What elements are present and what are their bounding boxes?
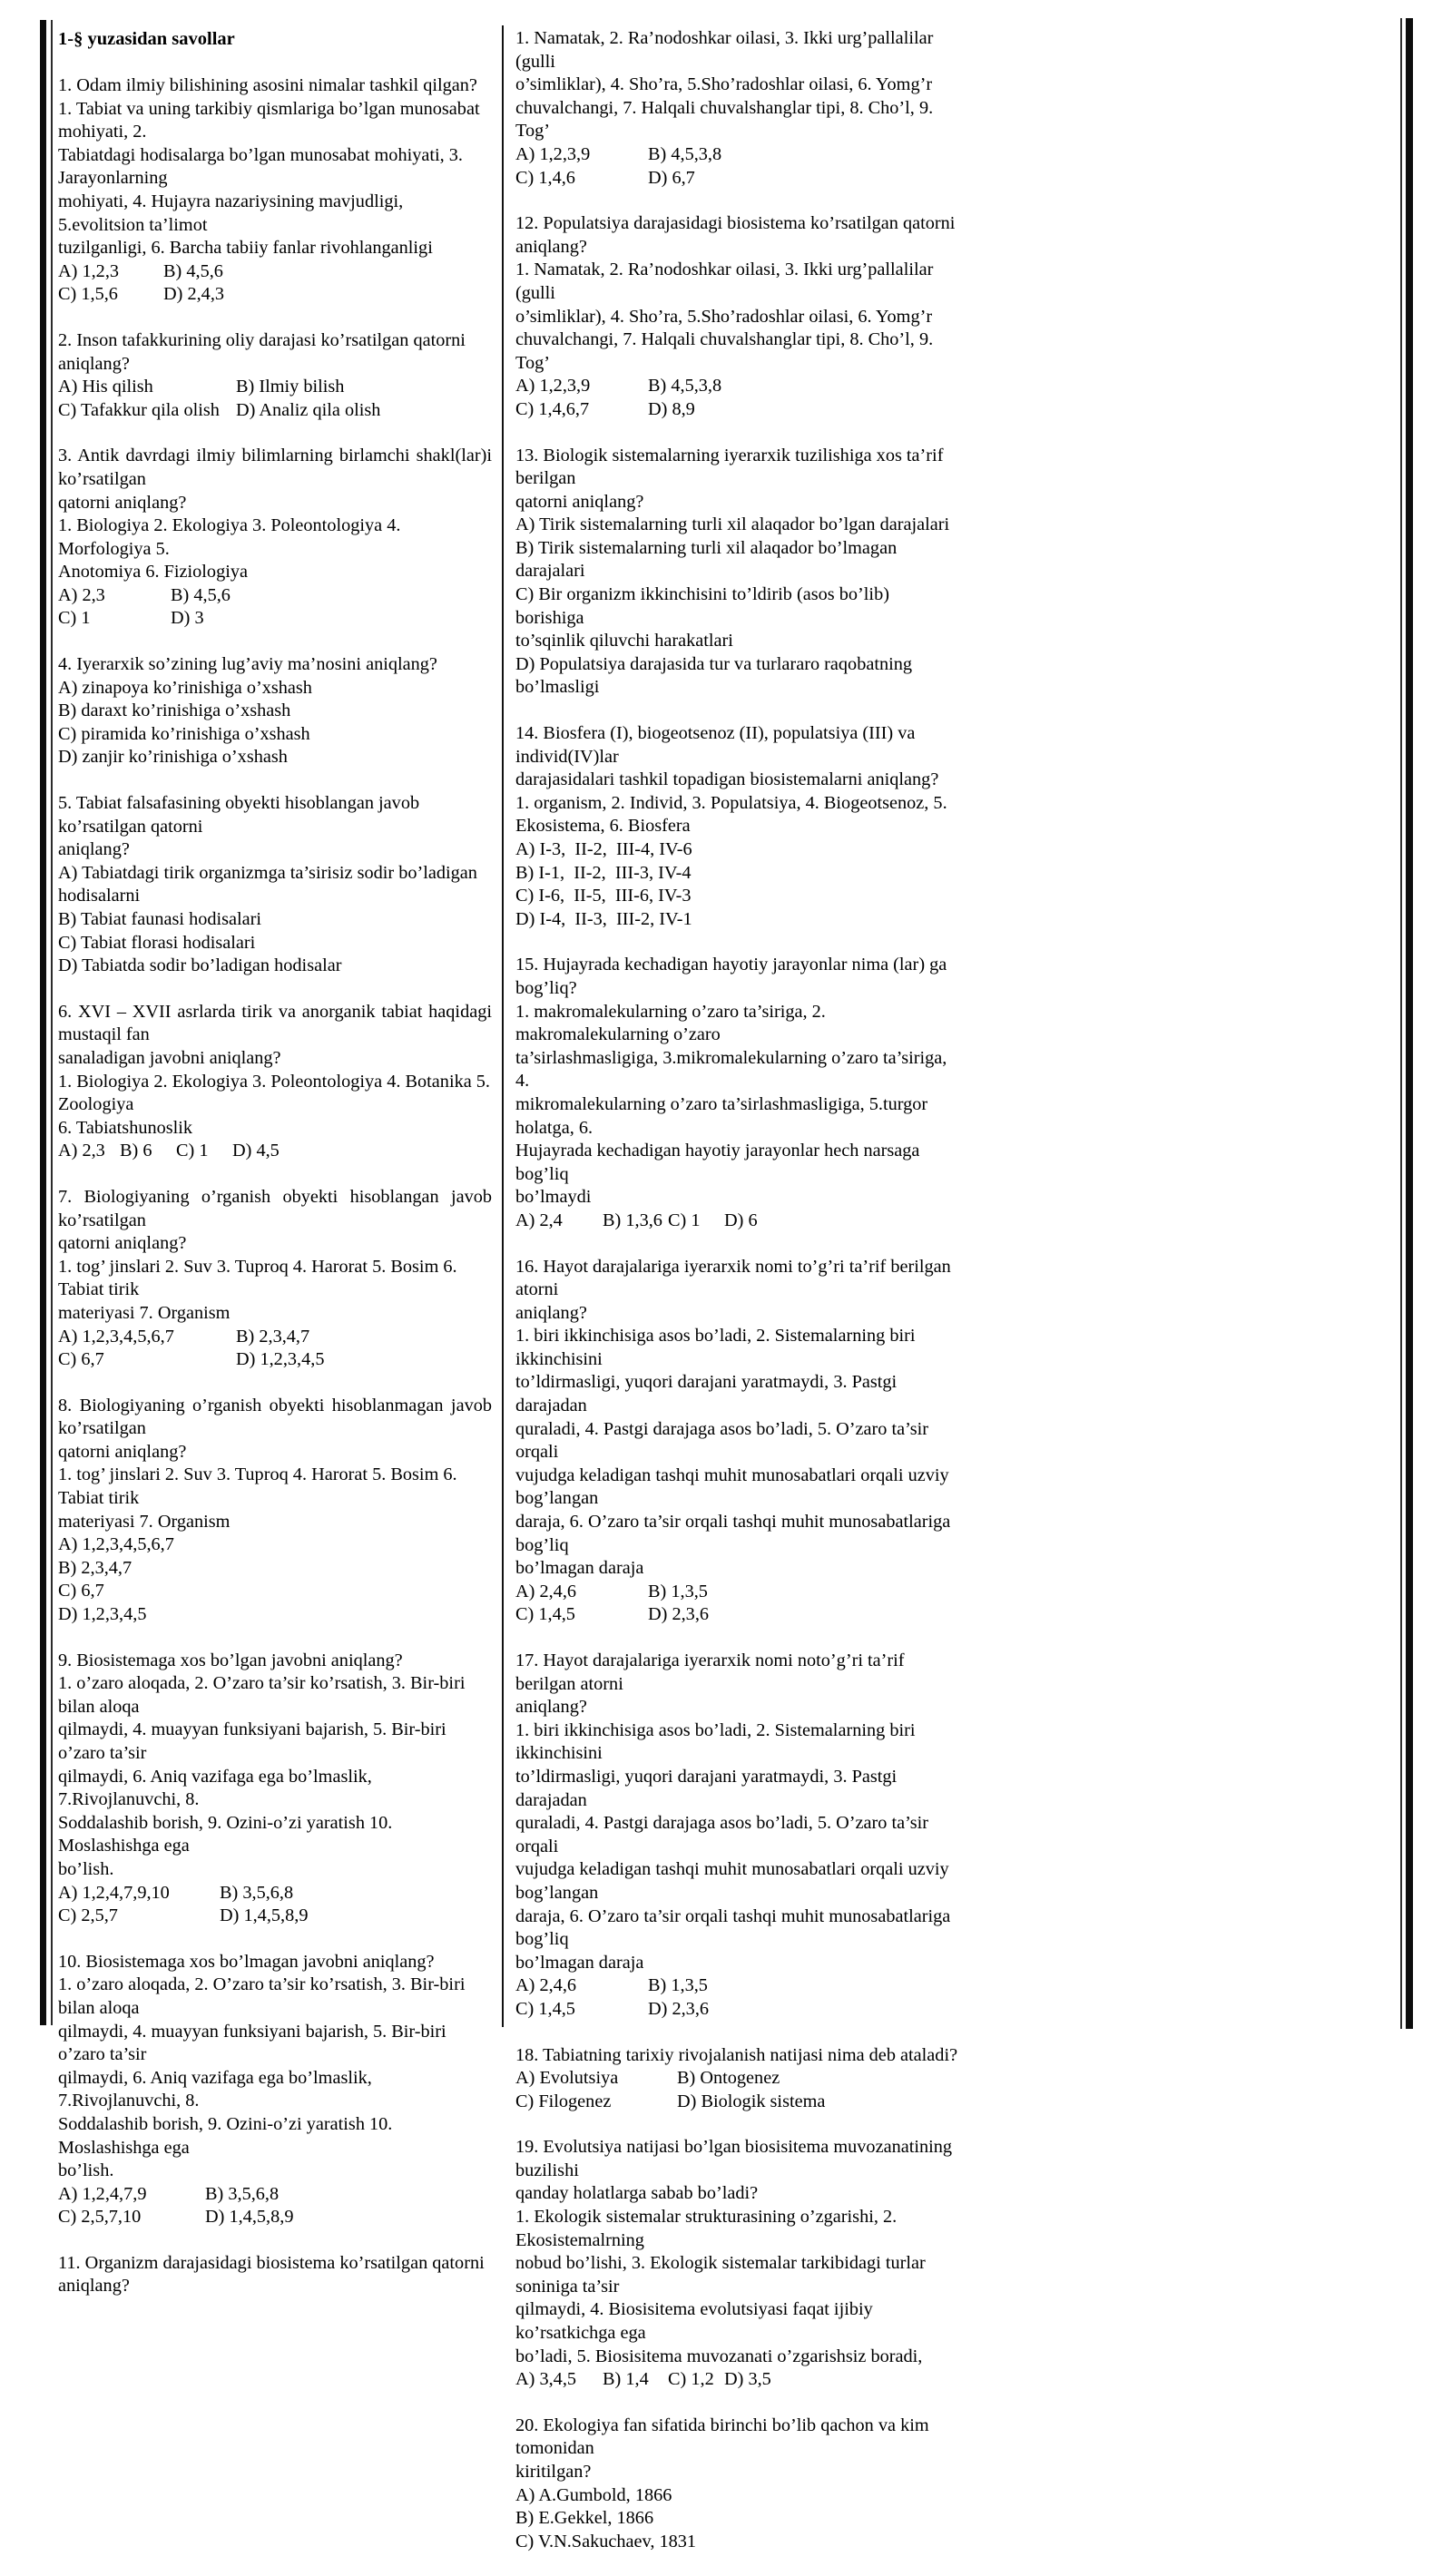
- question-item-line: qilmaydi, 4. Biosisitema evolutsiyasi faqat ijibiy ko’rsatkichga ega: [515, 2299, 873, 2344]
- question-item-line: qilmaydi, 6. Aniq vazifaga ega bo’lmaslik, 7.Rivojlanuvchi, 8.: [58, 2067, 372, 2111]
- question-item-line: chuvalchangi, 7. Halqali chuvalshanglar tipi, 8. Cho’l, 9. Tog’: [515, 329, 934, 373]
- answer-option[interactable]: D) 2,4,3: [163, 284, 225, 305]
- option-row: [58, 1905, 492, 1928]
- question-item-line: tuzilganligi, 6. Barcha tabiiy fanlar rivohlanganligi: [58, 238, 433, 259]
- answer-option[interactable]: B) 3,5,6,8: [205, 2183, 280, 2204]
- answer-option[interactable]: B) 4,5,3,8: [648, 143, 722, 164]
- answer-option[interactable]: D) 2,3,6: [648, 1604, 710, 1625]
- question-stem-line: qatorni aniqlang?: [58, 1233, 187, 1254]
- question-block: [58, 1186, 492, 1372]
- answer-option[interactable]: B) 4,5,6: [163, 260, 223, 281]
- question-stem-line: aniqlang?: [515, 1302, 587, 1323]
- question-stem-line: sanaladigan javobni aniqlang?: [58, 1047, 281, 1068]
- answer-option[interactable]: B) E.Gekkel, 1866: [515, 2508, 654, 2529]
- question-item-line: 1. o’zaro aloqada, 2. O’zaro ta’sir ko’rsatish, 3. Bir-biri bilan aloqa: [58, 1974, 466, 2018]
- answer-option[interactable]: D) 3: [171, 608, 204, 629]
- question-item-line: bo’ladi, 5. Biosisitema muvozanati o’zgarishsiz boradi,: [515, 2346, 923, 2366]
- answer-option[interactable]: A) 2,4: [515, 1210, 563, 1230]
- question-item-line: qilmaydi, 6. Aniq vazifaga ega bo’lmaslik, 7.Rivojlanuvchi, 8.: [58, 1766, 372, 1810]
- question-item-line: 6. Tabiatshunoslik: [58, 1117, 193, 1138]
- answer-option[interactable]: C) 1: [668, 1210, 701, 1230]
- answer-option[interactable]: B) Ontogenez: [677, 2068, 780, 2089]
- answer-option[interactable]: C) Bir organizm ikkinchisini to’ldirib (asos bo’lib) borishiga: [515, 584, 889, 628]
- answer-option[interactable]: A) 2,3: [58, 1141, 105, 1161]
- question-item-line: 1. organism, 2. Individ, 3. Populatsiya, 4. Biogeotsenoz, 5.: [515, 792, 947, 813]
- answer-option-match[interactable]: A) I-3, II-2, III-4, IV-6: [515, 839, 692, 859]
- answer-option-match[interactable]: D) I-4, II-3, III-2, IV-1: [515, 908, 692, 929]
- answer-option[interactable]: A) 1,2,3,4,5,6,7: [58, 1326, 174, 1347]
- answer-option[interactable]: B) 1,4: [603, 2369, 649, 2390]
- answer-option[interactable]: D) 3,5: [724, 2369, 771, 2390]
- question-stem-line: 18. Tabiatning tarixiy rivojalanish natijasi nima deb ataladi?: [515, 2044, 958, 2065]
- answer-option[interactable]: B) daraxt ko’rinishiga o’xshash: [58, 700, 291, 721]
- question-item-line: qilmaydi, 4. muayyan funksiyani bajarish, 5. Bir-biri o’zaro ta’sir: [58, 2021, 446, 2065]
- answer-option[interactable]: D) 2,3,6: [648, 1998, 710, 2019]
- option-row: [515, 1210, 960, 1233]
- answer-option[interactable]: C) 1: [58, 608, 91, 629]
- question-stem-line: 3. Antik davrdagi ilmiy bilimlarning birlamchi shakl(lar)i ko’rsatilgan: [58, 446, 492, 489]
- question-item-line: vujudga keladigan tashqi muhit munosabatlari orqali uzviy bog’langan: [515, 1859, 949, 1903]
- question-item-line: qilmaydi, 4. muayyan funksiyani bajarish, 5. Bir-biri o’zaro ta’sir: [58, 1719, 446, 1763]
- answer-option[interactable]: A) Tirik sistemalarning turli xil alaqador bo’lgan darajalari: [515, 514, 950, 535]
- question-stem-line: 9. Biosistemaga xos bo’lgan javobni aniqlang?: [58, 1650, 403, 1670]
- answer-option[interactable]: C) 1,4,6,7: [515, 398, 590, 419]
- question-stem-line: 11. Organizm darajasidagi biosistema ko’rsatilgan qatorni aniqlang?: [58, 2252, 485, 2297]
- answer-option[interactable]: A) Tabiatdagi tirik organizmga ta’sirisiz sodir bo’ladigan hodisalarni: [58, 862, 477, 906]
- right-binding-bar: [1406, 18, 1413, 2029]
- option-row: [58, 2206, 492, 2229]
- question-block: [58, 792, 492, 978]
- answer-option-match[interactable]: B) I-1, II-2, III-3, IV-4: [515, 862, 692, 883]
- answer-option[interactable]: A) zinapoya ko’rinishiga o’xshash: [58, 677, 312, 698]
- question-item-line: 1. Biologiya 2. Ekologiya 3. Poleontologiya 4. Morfologiya 5.: [58, 515, 401, 559]
- option-row: [515, 1603, 960, 1627]
- question-block: [515, 1650, 960, 2022]
- question-item-line: quraladi, 4. Pastgi darajaga asos bo’ladi, 5. O’zaro ta’sir orqali: [515, 1813, 929, 1856]
- question-stem-line: 15. Hujayrada kechadigan hayotiy jarayonlar nima (lar) ga bog’liq?: [515, 955, 947, 998]
- question-item-line: 1. Namatak, 2. Ra’nodoshkar oilasi, 3. Ikki urg’pallalilar (gulli: [515, 260, 934, 303]
- option-row: [58, 607, 492, 631]
- answer-option[interactable]: A) His qilish: [58, 377, 153, 397]
- answer-option[interactable]: D) 4,5: [232, 1141, 280, 1161]
- answer-option[interactable]: A) 2,4,6: [515, 1975, 577, 1996]
- question-stem-line: 6. XVI – XVII asrlarda tirik va anorganik tabiat haqidagi mustaqil fan: [58, 1001, 492, 1045]
- answer-option[interactable]: B) 4,5,6: [171, 584, 231, 605]
- option-row: [515, 2091, 960, 2114]
- option-row: [515, 398, 960, 422]
- answer-option[interactable]: C) Tafakkur qila olish: [58, 399, 220, 420]
- question-item-line: bo’lmagan daraja: [515, 1558, 644, 1579]
- right-text-column: [515, 27, 960, 2576]
- answer-option[interactable]: C) 1,4,5: [515, 1998, 575, 2019]
- question-stem-line: 1. Odam ilmiy bilishining asosini nimalar tashkil qilgan?: [58, 75, 477, 95]
- answer-option[interactable]: A) 1,2,3: [58, 260, 120, 281]
- question-stem-line: 2. Inson tafakkurining oliy darajasi ko’rsatilgan qatorni aniqlang?: [58, 329, 466, 374]
- question-stem-line: 17. Hayot darajalariga iyerarxik nomi noto’g’ri ta’rif berilgan atorni: [515, 1650, 905, 1694]
- question-item-line: Soddalashib borish, 9. Ozini-o’zi yaratish 10. Moslashishga ega: [58, 2113, 393, 2158]
- question-item-line: bo’lmaydi: [515, 1187, 592, 1208]
- answer-option[interactable]: D) 1,4,5,8,9: [220, 1905, 309, 1926]
- option-row: [515, 1974, 960, 1998]
- question-block: [515, 2044, 960, 2114]
- page-title: 1-§ yuzasidan savollar: [58, 29, 235, 49]
- answer-option[interactable]: B) 4,5,3,8: [648, 376, 722, 397]
- question-item-line: materiyasi 7. Organism: [58, 1511, 231, 1532]
- option-row: [515, 375, 960, 398]
- question-item-line: materiyasi 7. Organism: [58, 1302, 231, 1323]
- question-item-line: quraladi, 4. Pastgi darajaga asos bo’ladi, 5. O’zaro ta’sir orqali: [515, 1418, 929, 1463]
- question-item-line: chuvalchangi, 7. Halqali chuvalshanglar tipi, 8. Cho’l, 9. Tog’: [515, 97, 934, 142]
- question-item-line: bo’lmagan daraja: [515, 1952, 644, 1973]
- question-stem-line: 19. Evolutsiya natijasi bo’lgan biosisitema muvozanatining buzilishi: [515, 2137, 953, 2180]
- question-block: [515, 212, 960, 421]
- question-stem-line: 4. Iyerarxik so’zining lug’aviy ma’nosini aniqlang?: [58, 654, 437, 675]
- answer-option[interactable]: B) Tabiat faunasi hodisalari: [58, 909, 262, 929]
- answer-option[interactable]: C) 2,5,7: [58, 1905, 118, 1926]
- option-row: [58, 1348, 492, 1372]
- question-block: [515, 1256, 960, 1628]
- answer-option[interactable]: C) piramida ko’rinishiga o’xshash: [58, 723, 310, 744]
- question-item-line: ta’sirlashmasligiga, 3.mikromalekularning o’zaro ta’siriga, 4.: [515, 1047, 947, 1092]
- question-block: [58, 653, 492, 769]
- question-stem-line: 20. Ekologiya fan sifatida birinchi bo’lib qachon va kim tomonidan: [515, 2414, 929, 2459]
- answer-option[interactable]: D) Biologik sistema: [677, 2091, 826, 2111]
- question-block: [515, 954, 960, 1232]
- question-item-line: 1. o’zaro aloqada, 2. O’zaro ta’sir ko’rsatish, 3. Bir-biri bilan aloqa: [58, 1673, 466, 1717]
- answer-option-match[interactable]: C) I-6, II-5, III-6, IV-3: [515, 886, 692, 906]
- answer-option[interactable]: A) 2,3: [58, 584, 105, 605]
- question-item-line: to’ldirmasligi, yuqori darajani yaratmaydi, 3. Pastgi darajadan: [515, 1766, 898, 1810]
- question-block: [515, 722, 960, 931]
- question-stem-line: kiritilgan?: [515, 2462, 592, 2482]
- question-block: [58, 74, 492, 307]
- answer-option[interactable]: D) 1,4,5,8,9: [205, 2207, 294, 2228]
- option-row: [515, 2368, 960, 2392]
- option-row: [515, 1581, 960, 1604]
- answer-option[interactable]: A) 2,4,6: [515, 1581, 577, 1601]
- answer-option[interactable]: B) Tirik sistemalarning turli xil alaqador bo’lmagan darajalari: [515, 537, 898, 582]
- right-binding-edge: [1400, 18, 1402, 2029]
- question-item-line: Soddalashib borish, 9. Ozini-o’zi yaratish 10. Moslashishga ega: [58, 1812, 393, 1856]
- answer-option[interactable]: C) 2,5,7,10: [58, 2207, 142, 2228]
- question-item-line: 1. Ekologik sistemalar strukturasining o’zgarishi, 2. Ekosistemalrning: [515, 2207, 898, 2250]
- question-item-line: 1. biri ikkinchisiga asos bo’ladi, 2. Sistemalarning biri ikkinchisini: [515, 1719, 916, 1764]
- question-item-line: 1. makromalekularning o’zaro ta’siriga, 2. makromalekularning o’zaro: [515, 1001, 826, 1045]
- left-text-column: [58, 27, 492, 2321]
- answer-option[interactable]: B) 1,3,5: [648, 1581, 708, 1601]
- right-question-list: [515, 27, 960, 2553]
- answer-option[interactable]: B) 3,5,6,8: [220, 1882, 294, 1903]
- answer-option[interactable]: B) 2,3,4,7: [236, 1326, 310, 1347]
- question-item-line: nobud bo’lishi, 3. Ekologik sistemalar tarkibidagi turlar soniniga ta’sir: [515, 2253, 926, 2297]
- option-row: [58, 376, 492, 399]
- question-item-line: 1. Namatak, 2. Ra’nodoshkar oilasi, 3. Ikki urg’pallalilar (gulli: [515, 28, 934, 72]
- question-stem-line: qatorni aniqlang?: [515, 491, 644, 512]
- question-stem-line: 16. Hayot darajalariga iyerarxik nomi to’g’ri ta’rif berilgan atorni: [515, 1256, 951, 1300]
- option-row: [58, 584, 492, 608]
- answer-option[interactable]: C) 6,7: [58, 1349, 104, 1370]
- question-item-line: o’simliklar), 4. Sho’ra, 5.Sho’radoshlar oilasi, 6. Yomg’r: [515, 306, 933, 327]
- option-row: [515, 2067, 960, 2091]
- left-question-list: [58, 74, 492, 2298]
- answer-option[interactable]: D) Populatsiya darajasida tur va turlararo raqobatning bo’lmasligi: [515, 653, 913, 698]
- question-stem-line: qanday holatlarga sabab bo’ladi?: [515, 2183, 759, 2204]
- answer-option[interactable]: D) 1,2,3,4,5: [236, 1349, 325, 1370]
- question-item-line: Anotomiya 6. Fiziologiya: [58, 562, 248, 583]
- question-stem-line: 7. Biologiyaning o’rganish obyekti hisoblangan javob ko’rsatilgan: [58, 1186, 492, 1230]
- option-row: [58, 399, 492, 423]
- answer-option[interactable]: C) 1,5,6: [58, 284, 118, 305]
- question-block: [58, 1951, 492, 2229]
- question-item-line: mikromalekularning o’zaro ta’sirlashmasligiga, 5.turgor holatga, 6.: [515, 1093, 928, 1138]
- question-block: [58, 329, 492, 422]
- question-item-line: daraja, 6. O’zaro ta’sir orqali tashqi muhit munosabatlariga bog’liq: [515, 1905, 951, 1950]
- question-block: [58, 445, 492, 631]
- left-binding-edge: [51, 20, 53, 2025]
- question-stem-line: 8. Biologiyaning o’rganish obyekti hisoblanmagan javob ko’rsatilgan: [58, 1395, 492, 1439]
- question-stem-line: aniqlang?: [58, 839, 130, 860]
- option-row: [515, 1998, 960, 2022]
- answer-option[interactable]: A) Evolutsiya: [515, 2068, 619, 2089]
- answer-option[interactable]: C) 1: [176, 1141, 209, 1161]
- answer-option[interactable]: B) 6: [120, 1141, 152, 1161]
- question-block: [515, 2136, 960, 2392]
- answer-option[interactable]: C) Tabiat florasi hodisalari: [58, 932, 256, 953]
- question-item-line: o’simliklar), 4. Sho’ra, 5.Sho’radoshlar oilasi, 6. Yomg’r: [515, 74, 933, 95]
- option-row: [58, 260, 492, 284]
- question-item-line: Tabiatdagi hodisalarga bo’lgan munosabat mohiyati, 3. Jarayonlarning: [58, 144, 463, 189]
- answer-option[interactable]: A) 3,4,5: [515, 2369, 577, 2390]
- answer-option[interactable]: B) 1,3,5: [648, 1975, 708, 1996]
- answer-option[interactable]: to’sqinlik qiluvchi harakatlari: [515, 631, 733, 651]
- answer-option[interactable]: C) 1,4,5: [515, 1604, 575, 1625]
- option-row: [58, 1326, 492, 1349]
- question-block: [515, 2414, 960, 2554]
- question-stem-line: aniqlang?: [515, 1697, 587, 1718]
- answer-option[interactable]: C) Filogenez: [515, 2091, 612, 2111]
- question-block: [58, 1395, 492, 1627]
- answer-option[interactable]: D) Analiz qila olish: [236, 399, 381, 420]
- question-block: [58, 1650, 492, 1928]
- left-binding-bar: [40, 20, 46, 2025]
- answer-option[interactable]: D) 8,9: [648, 398, 695, 419]
- question-item-line: 1. Biologiya 2. Ekologiya 3. Poleontologiya 4. Botanika 5. Zoologiya: [58, 1071, 491, 1115]
- answer-option[interactable]: D) zanjir ko’rinishiga o’xshash: [58, 747, 288, 768]
- question-item-line: 1. tog’ jinslari 2. Suv 3. Tuproq 4. Harorat 5. Bosim 6. Tabiat tirik: [58, 1464, 457, 1509]
- question-item-line: bo’lish.: [58, 2160, 114, 2181]
- answer-option[interactable]: A) 1,2,4,7,9: [58, 2183, 147, 2204]
- option-row: [58, 283, 492, 307]
- question-stem-line: 5. Tabiat falsafasining obyekti hisoblangan javob ko’rsatilgan qatorni: [58, 793, 420, 837]
- question-item-line: Hujayrada kechadigan hayotiy jarayonlar hech narsaga bog’liq: [515, 1141, 920, 1184]
- question-stem-line: 12. Populatsiya darajasidagi biosistema ko’rsatilgan qatorni aniqlang?: [515, 213, 956, 257]
- question-item-line: to’ldirmasligi, yuqori darajani yaratmaydi, 3. Pastgi darajadan: [515, 1372, 898, 1416]
- answer-option[interactable]: A) 1,2,3,4,5,6,7: [58, 1534, 174, 1555]
- question-item-line: Ekosistema, 6. Biosfera: [515, 816, 691, 837]
- answer-option[interactable]: B) Ilmiy bilish: [236, 377, 345, 397]
- question-item-line: 1. Tabiat va uning tarkibiy qismlariga bo’lgan munosabat mohiyati, 2.: [58, 98, 480, 142]
- answer-option[interactable]: A) 1,2,4,7,9,10: [58, 1882, 170, 1903]
- question-stem-line: 10. Biosistemaga xos bo’lmagan javobni aniqlang?: [58, 1951, 435, 1972]
- question-stem-line: qatorni aniqlang?: [58, 1441, 187, 1462]
- answer-option[interactable]: C) 1,4,6: [515, 167, 575, 188]
- column-divider: [502, 25, 504, 2027]
- question-item-line: mohiyati, 4. Hujayra nazariysining mavjudligi, 5.evolitsion ta’limot: [58, 191, 404, 235]
- question-item-line: 1. tog’ jinslari 2. Suv 3. Tuproq 4. Harorat 5. Bosim 6. Tabiat tirik: [58, 1256, 457, 1300]
- option-row: [58, 1882, 492, 1905]
- answer-option[interactable]: A) A.Gumbold, 1866: [515, 2484, 672, 2505]
- answer-option[interactable]: D) Tabiatda sodir bo’ladigan hodisalar: [58, 955, 342, 976]
- answer-option[interactable]: D) 1,2,3,4,5: [58, 1604, 147, 1625]
- question-block: [58, 2252, 492, 2298]
- question-block: [515, 445, 960, 700]
- answer-option[interactable]: D) 6,7: [648, 167, 695, 188]
- question-stem-line: 13. Biologik sistemalarning iyerarxik tuzilishiga xos ta’rif berilgan: [515, 445, 944, 489]
- question-item-line: vujudga keladigan tashqi muhit munosabatlari orqali uzviy bog’langan: [515, 1464, 949, 1509]
- option-row: [58, 2183, 492, 2207]
- question-item-line: 1. biri ikkinchisiga asos bo’ladi, 2. Sistemalarning biri ikkinchisini: [515, 1326, 916, 1369]
- answer-option[interactable]: B) 1,3,6: [603, 1210, 662, 1230]
- answer-option[interactable]: A) 1,2,3,9: [515, 376, 591, 397]
- question-block: [515, 27, 960, 190]
- answer-option[interactable]: A) 1,2,3,9: [515, 143, 591, 164]
- question-stem-line: 14. Biosfera (I), biogeotsenoz (II), populatsiya (III) va individ(IV)lar: [515, 723, 916, 767]
- question-stem-line: qatorni aniqlang?: [58, 492, 187, 513]
- question-item-line: daraja, 6. O’zaro ta’sir orqali tashqi muhit munosabatlariga bog’liq: [515, 1512, 951, 1555]
- question-item-line: bo’lish.: [58, 1858, 114, 1879]
- question-stem-line: darajasidalari tashkil topadigan biosistemalarni aniqlang?: [515, 769, 939, 790]
- answer-option[interactable]: C) 1,2: [668, 2369, 714, 2390]
- answer-option[interactable]: C) V.N.Sakuchaev, 1831: [515, 2531, 697, 2552]
- question-block: [58, 1001, 492, 1163]
- answer-option[interactable]: C) 6,7: [58, 1581, 104, 1601]
- answer-option[interactable]: B) 2,3,4,7: [58, 1557, 132, 1578]
- answer-option[interactable]: D) 6: [724, 1210, 758, 1230]
- option-row: [58, 1140, 492, 1163]
- option-row: [515, 167, 960, 191]
- option-row: [515, 143, 960, 167]
